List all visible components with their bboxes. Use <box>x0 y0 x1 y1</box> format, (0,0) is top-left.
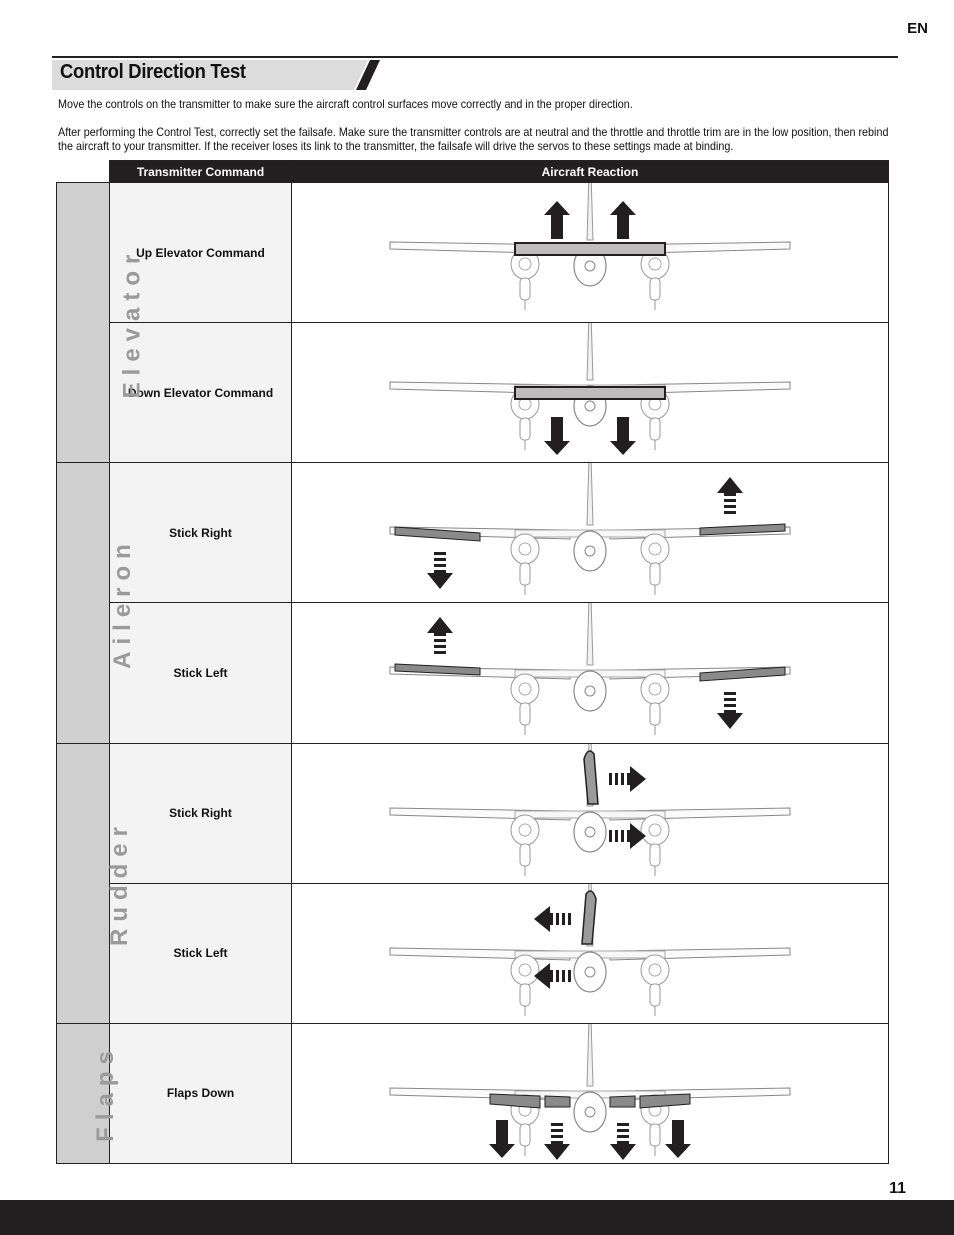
category-label: Flaps <box>91 1044 119 1143</box>
rudder-left-diagram <box>380 884 800 1023</box>
category-rudder <box>57 743 133 1023</box>
reaction-cell <box>292 1023 889 1163</box>
command-cell: Up Elevator Command <box>110 183 292 323</box>
table-row <box>57 1023 889 1163</box>
command-cell: Stick Right <box>110 463 292 603</box>
flaps-down-diagram <box>380 1024 800 1163</box>
table-header-row <box>57 161 889 183</box>
header-blank-cell <box>57 161 110 183</box>
column-header-reaction: Aircraft Reaction <box>292 161 889 183</box>
category-flaps <box>57 1023 119 1163</box>
reaction-cell <box>292 323 889 463</box>
table-row <box>57 883 889 1023</box>
table-row <box>57 323 889 463</box>
up-elevator-diagram <box>380 183 800 322</box>
table-row <box>57 743 889 883</box>
reaction-cell <box>292 183 889 323</box>
category-aileron <box>57 463 136 743</box>
intro-paragraph-2: After performing the Control Test, correctly set the failsafe. Make sure the transmitter controls are at neutral and the throttle and throttle trim are in the low position, then rebind the aircraft to your transmitter. If the receiver loses its link to the transmitter, the failsafe will drive the servos to these settings made at binding. <box>58 126 889 153</box>
command-cell: Flaps Down <box>110 1023 292 1163</box>
table-row <box>57 183 889 323</box>
language-label: EN <box>907 20 928 37</box>
aileron-left-diagram <box>380 603 800 742</box>
aileron-right-diagram <box>380 463 800 602</box>
reaction-cell <box>292 883 889 1023</box>
category-elevator <box>57 183 146 463</box>
control-direction-table <box>56 160 889 1164</box>
command-cell: Stick Left <box>110 883 292 1023</box>
command-cell: Stick Left <box>110 603 292 743</box>
down-elevator-diagram <box>380 323 800 462</box>
reaction-cell <box>292 603 889 743</box>
command-cell: Stick Right <box>110 743 292 883</box>
page-number: 11 <box>889 1180 906 1197</box>
rudder-right-diagram <box>380 744 800 883</box>
section-title-tab <box>52 58 380 90</box>
command-cell: Down Elevator Command <box>110 323 292 463</box>
footer-bar <box>0 1200 954 1235</box>
category-label: Rudder <box>106 820 133 947</box>
table-row <box>57 603 889 743</box>
table-row <box>57 463 889 603</box>
intro-paragraph-1: Move the controls on the transmitter to make sure the aircraft control surfaces move correctly and in the proper direction. <box>58 98 633 111</box>
reaction-cell <box>292 463 889 603</box>
category-label: Elevator <box>118 247 146 398</box>
section-title: Control Direction Test <box>60 61 246 83</box>
reaction-cell <box>292 743 889 883</box>
column-header-command: Transmitter Command <box>110 161 292 183</box>
category-label: Aileron <box>108 537 136 669</box>
